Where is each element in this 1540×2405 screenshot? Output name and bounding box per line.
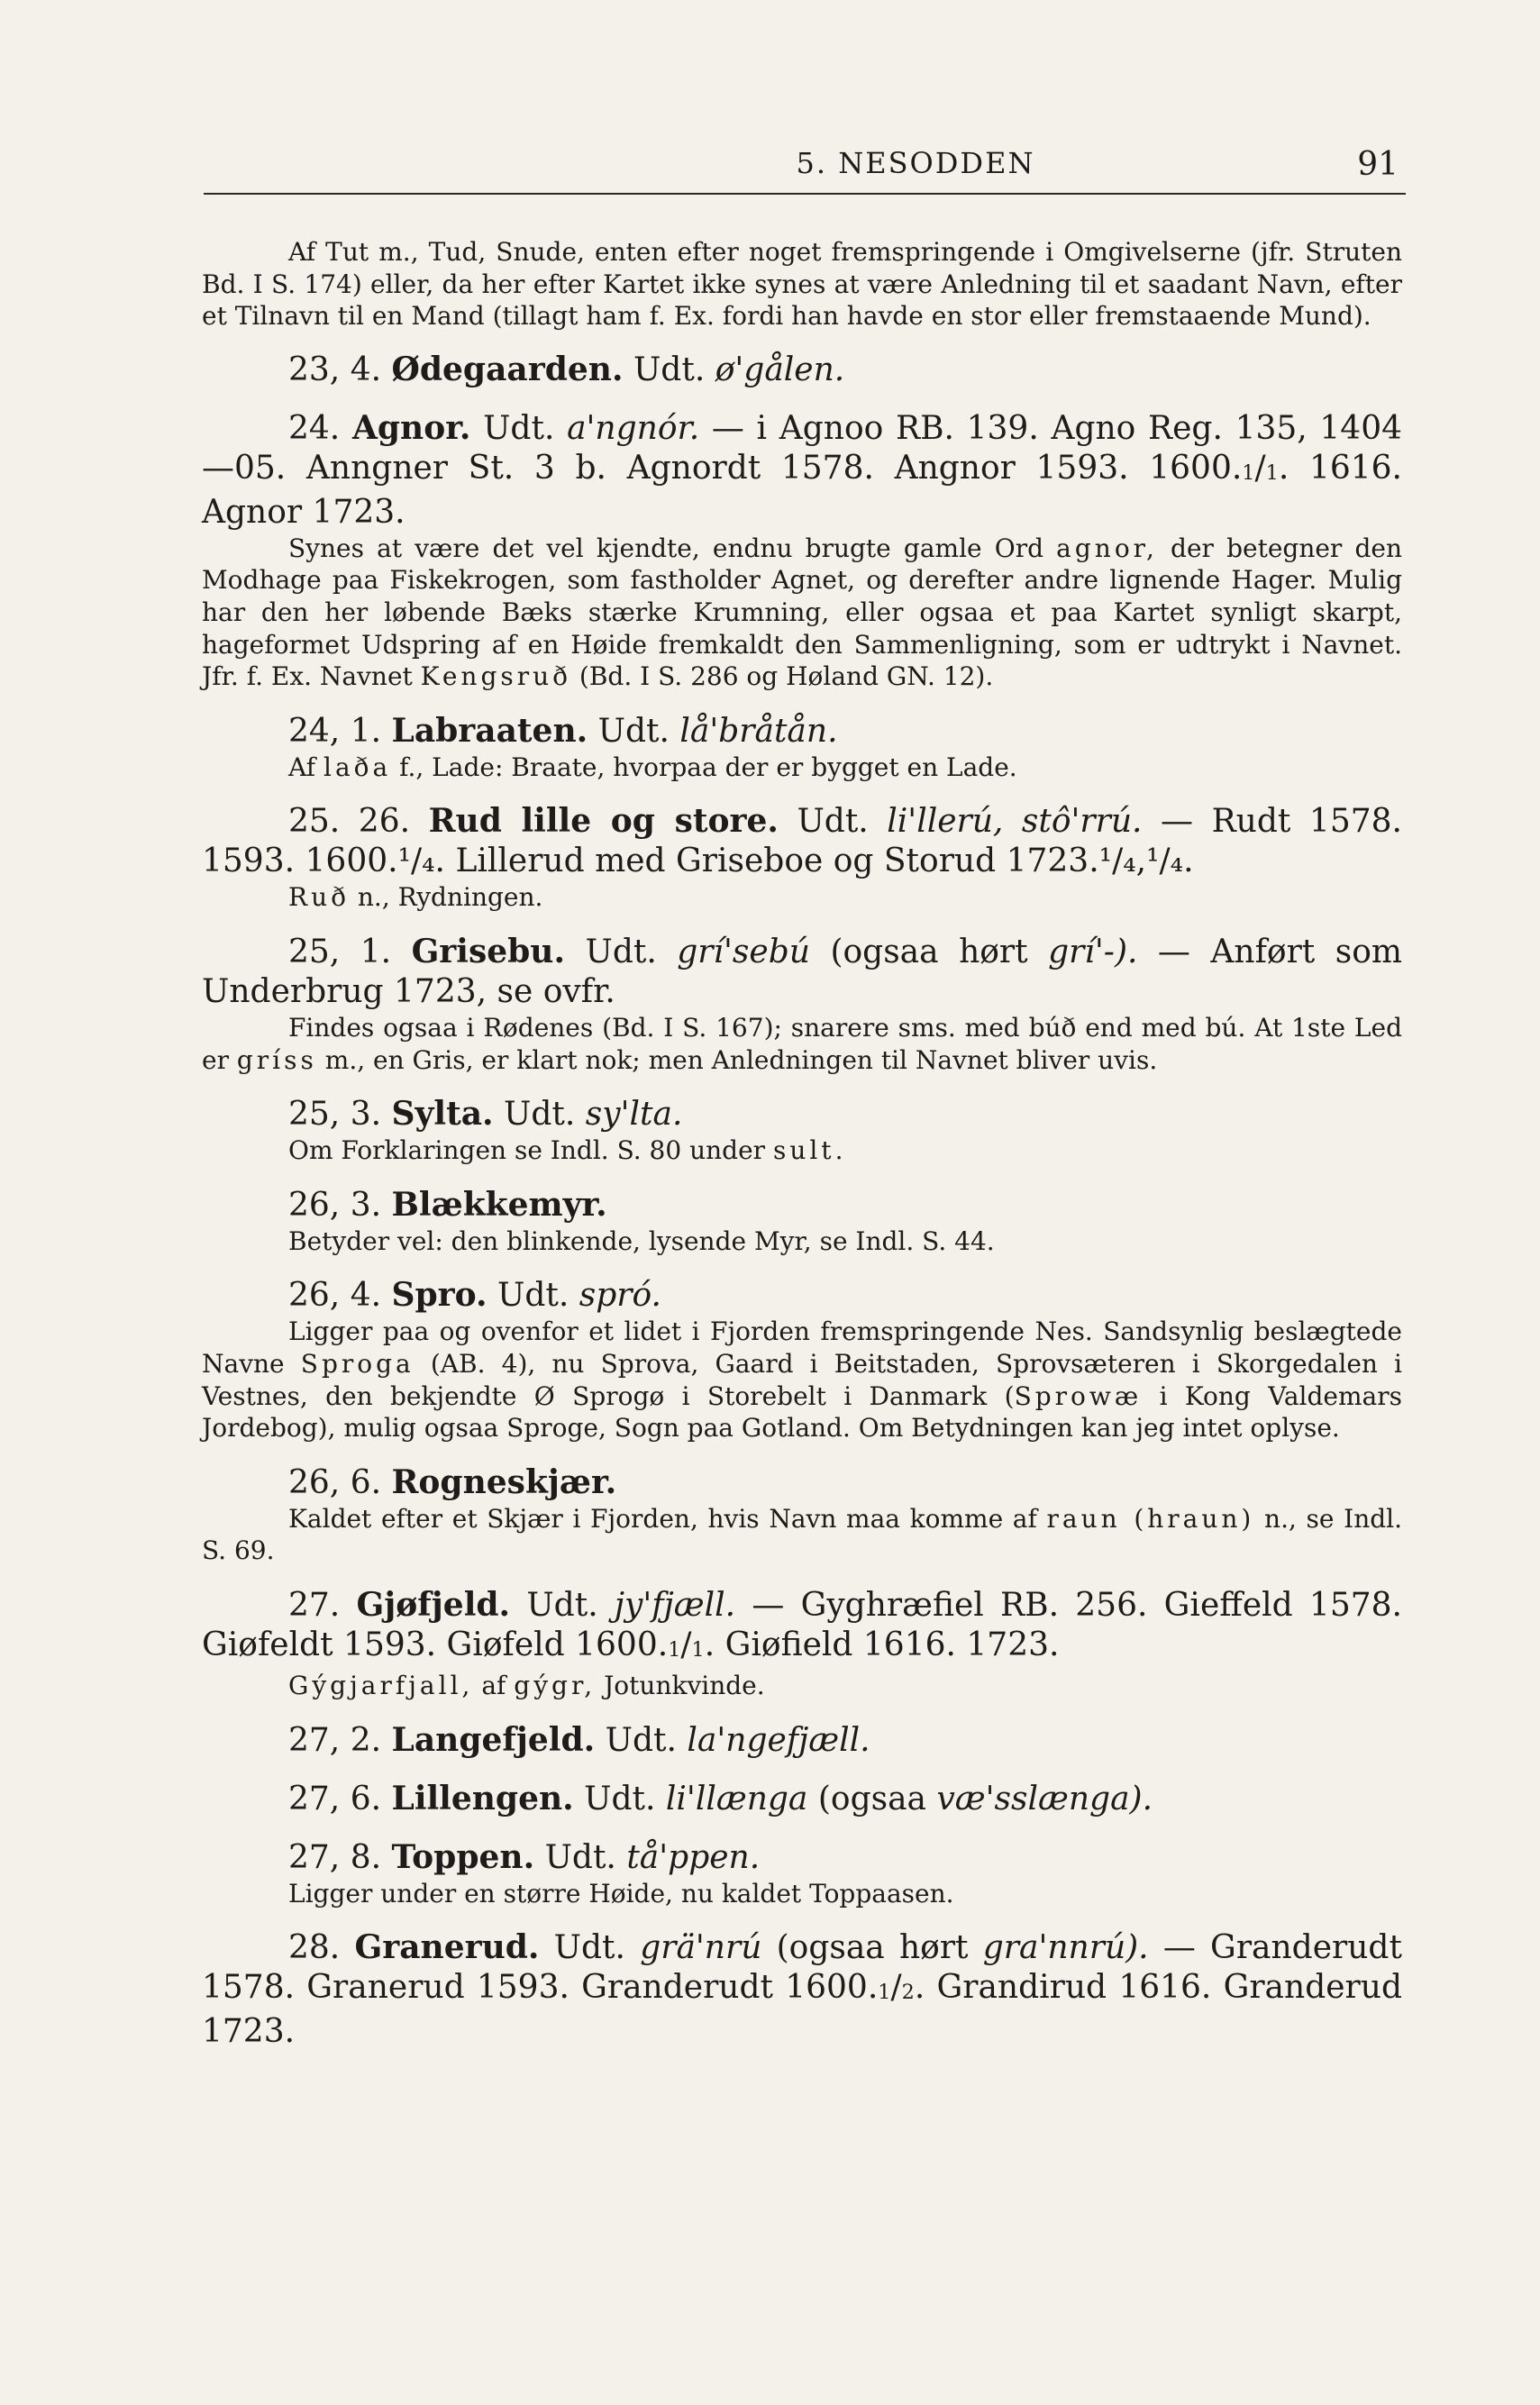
entry-26-6-note bbox=[202, 1503, 1402, 1567]
entry-25-3-note bbox=[202, 1134, 1402, 1167]
entry-number: 27, 6. bbox=[288, 1780, 382, 1817]
pronunciation: grí'sebú bbox=[677, 934, 810, 971]
udt-label: Udt. bbox=[584, 1780, 656, 1817]
note-text: Kaldet efter et Skjær i Fjorden, hvis Navn maa komme af bbox=[288, 1503, 1037, 1534]
udt-label: Udt. bbox=[585, 934, 657, 971]
entry-number: 25, 3. bbox=[288, 1096, 382, 1134]
note-text: f., Lade: Braate, hvorpaa der er bygget en Lade. bbox=[399, 752, 1017, 782]
historical-forms-cont: — Anført som Underbrug 1723, se ovfr. bbox=[202, 934, 1403, 1011]
pronunciation: spró. bbox=[579, 1277, 661, 1315]
pronunciation-alt: væ'sslænga). bbox=[936, 1780, 1153, 1817]
note-word: raun (hraun) bbox=[1046, 1503, 1255, 1534]
entry-25-1-note bbox=[202, 1012, 1402, 1076]
fraction-denominator: 1 bbox=[1265, 460, 1279, 485]
entry-24-1 bbox=[202, 711, 1402, 752]
note-word: Gýgjarfjall, bbox=[288, 1671, 474, 1701]
entry-27-note bbox=[202, 1670, 1402, 1702]
historical-forms-cont: . Giøfield 1616. 1723. bbox=[704, 1626, 1060, 1663]
place-name: Gjøfjeld. bbox=[356, 1585, 511, 1624]
udt-label: Udt. bbox=[605, 1721, 677, 1759]
entry-26-3 bbox=[202, 1185, 1402, 1225]
page-number: 91 bbox=[1357, 146, 1399, 183]
note-word: agnor, bbox=[1056, 533, 1158, 563]
historical-forms: (ogsaa bbox=[817, 1780, 927, 1817]
udt-label: Udt. bbox=[633, 351, 706, 388]
place-name: Rud lille og store. bbox=[428, 802, 779, 841]
entry-27-8 bbox=[202, 1837, 1402, 1878]
pronunciation: lå'bråtån. bbox=[679, 712, 838, 750]
fraction-slash: / bbox=[1254, 449, 1266, 487]
intro-paragraph: Af Tut m., Tud, Snude, enten efter noget fremspringende i Omgivelserne (jfr. Struten Bd. I S. 174) eller, da her efter Kartet ikke synes at være Anledning til et saadant Navn, efter et Tilnavn til en Mand (tillagt ham f. Ex. fordi han havde en stor eller fremstaaende Mund). bbox=[202, 237, 1402, 332]
entry-number: 27, 8. bbox=[288, 1838, 382, 1876]
pronunciation: a'ngnór. bbox=[567, 409, 700, 447]
note-text: der betegner den Modhage paa Fiskekrogen, som fastholder Agnet, og derefter andre lignende Hager. Mulig har den her løbende Bæks stærke Krumning, eller ogsaa et paa Kartet synligt skarpt, hageformet Udspring af en Høide fremkaldt den Sammenligning, som er udtrykt i Navnet. Jfr. f. Ex. Navnet bbox=[202, 533, 1402, 692]
pronunciation: li'llænga bbox=[665, 1780, 808, 1817]
udt-label: Udt. bbox=[497, 1277, 570, 1315]
pronunciation: ø'gålen. bbox=[715, 351, 845, 388]
pronunciation: jy'fjæll. bbox=[614, 1586, 736, 1624]
entry-23-4 bbox=[202, 350, 1402, 390]
entry-26-4 bbox=[202, 1275, 1402, 1316]
note-text: (Bd. I S. 286 og Høland GN. 12). bbox=[579, 661, 994, 692]
entry-number: 28. bbox=[288, 1929, 341, 1967]
note-word: gýgr, bbox=[514, 1671, 597, 1701]
text-body bbox=[202, 236, 1402, 2052]
note-word: gríss bbox=[236, 1044, 317, 1075]
entry-27 bbox=[202, 1585, 1402, 1670]
pronunciation: grä'nrú bbox=[640, 1929, 762, 1967]
entry-25-3 bbox=[202, 1094, 1402, 1134]
entry-26-6 bbox=[202, 1462, 1402, 1503]
note-word: sult. bbox=[772, 1135, 847, 1166]
fraction-numerator: 1 bbox=[1242, 460, 1255, 485]
pronunciation-alt: gra'nnrú). bbox=[982, 1929, 1149, 1967]
note-word: Kengsruð bbox=[420, 661, 572, 692]
udt-label: Udt. bbox=[544, 1838, 616, 1876]
udt-label: Udt. bbox=[483, 409, 555, 447]
place-name: Toppen. bbox=[391, 1837, 535, 1876]
pronunciation-alt: grí'-). bbox=[1048, 934, 1138, 971]
entry-28 bbox=[202, 1927, 1402, 2052]
note-text: Om Forklaringen se Indl. S. 80 under bbox=[288, 1135, 766, 1166]
note-word: laða bbox=[323, 752, 392, 782]
pronunciation: tå'ppen. bbox=[626, 1838, 761, 1876]
entry-number: 25. 26. bbox=[288, 803, 411, 841]
entry-number: 25, 1. bbox=[288, 934, 392, 971]
udt-label: Udt. bbox=[504, 1096, 576, 1134]
page-header bbox=[204, 142, 1406, 195]
historical-forms: — i Agnoo RB. 139. Agno Reg. 135, 1404—05. Anngner St. 3 b. Agnordt 1578. Angnor 1593. 1600. bbox=[202, 409, 1403, 487]
note-text: Synes at være det vel kjendte, endnu brugte gamle Ord bbox=[288, 533, 1044, 563]
entry-number: 26, 4. bbox=[288, 1277, 382, 1315]
udt-label: Udt. bbox=[526, 1586, 598, 1624]
entry-25-26 bbox=[202, 801, 1402, 881]
entry-27-8-note: Ligger under en større Høide, nu kaldet Toppaasen. bbox=[288, 1878, 954, 1909]
entry-number: 24, 1. bbox=[288, 712, 382, 750]
fraction-denominator: 1 bbox=[691, 1638, 705, 1663]
historical-forms: (ogsaa hørt bbox=[776, 1929, 969, 1967]
note-text: Ligger paa og ovenfor et lidet i Fjorden fremspringende Nes. Sandsynlig beslægtede Navne bbox=[202, 1316, 1402, 1380]
entry-25-26-note bbox=[202, 881, 1402, 914]
note-text: n., Rydningen. bbox=[357, 882, 543, 913]
historical-forms: — Gyghræfiel RB. 256. Gieffeld 1578. Giøfeldt 1593. Giøfeld 1600. bbox=[202, 1586, 1402, 1663]
entry-27-2 bbox=[202, 1720, 1402, 1761]
entry-number: 26, 6. bbox=[288, 1463, 382, 1501]
place-name: Spro. bbox=[391, 1276, 488, 1315]
entry-number: 27. bbox=[288, 1586, 341, 1624]
entry-number: 26, 3. bbox=[288, 1186, 382, 1224]
place-name: Langefjeld. bbox=[391, 1720, 596, 1759]
note-word: Sproga bbox=[300, 1349, 415, 1380]
note-word: Sprowæ bbox=[1014, 1380, 1143, 1411]
place-name: Rogneskjær. bbox=[391, 1462, 617, 1501]
entry-27-6 bbox=[202, 1779, 1402, 1819]
place-name: Sylta. bbox=[391, 1095, 494, 1134]
note-text: Af bbox=[288, 752, 316, 782]
note-word: Ruð bbox=[288, 882, 350, 913]
entry-number: 24. bbox=[288, 409, 341, 447]
entry-number: 27, 2. bbox=[288, 1721, 382, 1759]
entry-26-4-note bbox=[202, 1316, 1402, 1444]
udt-label: Udt. bbox=[553, 1929, 625, 1967]
place-name: Agnor. bbox=[351, 408, 471, 447]
entry-24 bbox=[202, 408, 1402, 533]
note-text: Findes ogsaa i Rødenes (Bd. I S. 167); snarere sms. med búð end med bú. At 1ste Led er bbox=[202, 1013, 1402, 1075]
fraction-numerator: 1 bbox=[668, 1638, 681, 1663]
place-name: Blækkemyr. bbox=[391, 1185, 607, 1224]
historical-forms-cont: — Granderudt 1578. Granerud 1593. Granderudt 1600. bbox=[202, 1929, 1402, 2007]
entry-24-note bbox=[202, 533, 1402, 693]
note-text: i Kong Valdemars Jordebog), mulig ogsaa Sproge, Sogn paa Gotland. Om Betydningen kan jeg intet oplyse. bbox=[202, 1380, 1402, 1444]
udt-label: Udt. bbox=[597, 712, 670, 750]
fraction-denominator: 2 bbox=[901, 1981, 915, 2005]
note-text: Jotunkvinde. bbox=[604, 1671, 765, 1701]
entry-25-1 bbox=[202, 932, 1402, 1012]
historical-forms: (ogsaa hørt bbox=[830, 934, 1028, 971]
historical-forms-end: . Grandirud 1616. Granderud 1723. bbox=[202, 1969, 1402, 2051]
pronunciation: la'ngefjæll. bbox=[687, 1721, 870, 1759]
entry-26-3-note: Betyder vel: den blinkende, lysende Myr, se Indl. S. 44. bbox=[288, 1225, 995, 1256]
place-name: Granerud. bbox=[354, 1928, 540, 1967]
entry-number: 23, 4. bbox=[288, 351, 382, 388]
note-text: af bbox=[481, 1671, 506, 1701]
entry-24-1-note bbox=[202, 752, 1402, 784]
place-name: Grisebu. bbox=[411, 933, 565, 971]
fraction-slash: / bbox=[890, 1969, 902, 2007]
place-name: Lillengen. bbox=[391, 1779, 574, 1817]
place-name: Ødegaarden. bbox=[391, 350, 624, 388]
note-text: n., se Indl. S. 69. bbox=[202, 1503, 1403, 1566]
place-name: Labraaten. bbox=[391, 711, 588, 750]
udt-label: Udt. bbox=[797, 803, 869, 841]
pronunciation: li'llerú, stô'rrú. bbox=[887, 803, 1143, 841]
historical-forms-cont: . 1616. Agnor 1723. bbox=[202, 449, 1402, 531]
note-text: (AB. 4), nu Sprova, Gaard i Beitstaden, Sprovsæteren i Skorgedalen i Vestnes, den bekjendte Ø Sprogø i Storebelt i Danmark ( bbox=[202, 1349, 1403, 1411]
note-text: m., en Gris, er klart nok; men Anledningen til Navnet bliver uvis. bbox=[324, 1044, 1158, 1075]
fraction-numerator: 1 bbox=[878, 1981, 891, 2005]
pronunciation: sy'lta. bbox=[585, 1096, 683, 1134]
historical-forms: — Rudt 1578. 1593. 1600.¹/₄. Lillerud med Griseboe og Storud 1723.¹/₄,¹/₄. bbox=[202, 803, 1402, 880]
running-head: 5. NESODDEN bbox=[796, 146, 1035, 180]
fraction-slash: / bbox=[680, 1626, 692, 1663]
